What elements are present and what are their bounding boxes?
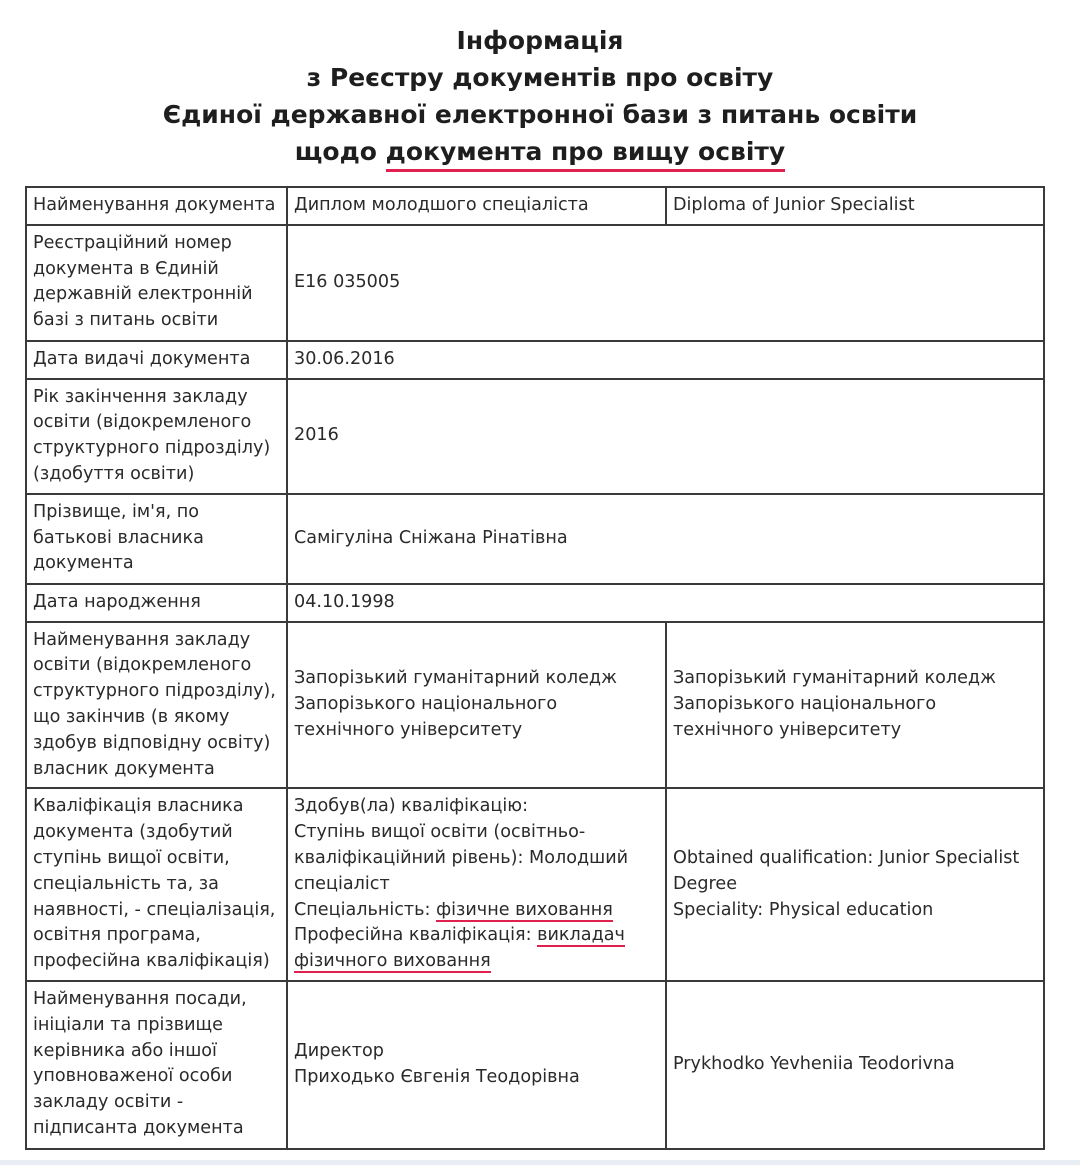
speciality-prefix: Спеціальність:	[294, 899, 437, 920]
qualification-label: Кваліфікація власника документа (здобутий ступінь вищої освіти, спеціальність та, за наявності, - спеціалізація, освітня програма, професійна кваліфікація)	[26, 788, 287, 981]
qualification-en-speciality: Speciality: Physical education	[673, 899, 934, 920]
table-row	[26, 494, 1044, 584]
issue-date-value: 30.06.2016	[287, 341, 1044, 379]
title-line-4	[0, 133, 1080, 172]
professional-value-part1: викладач	[537, 925, 625, 946]
title-line-4-underlined: документа про вищу освіту	[386, 137, 786, 172]
signatory-value-uk	[287, 981, 666, 1149]
table-row	[26, 379, 1044, 494]
table-row	[26, 341, 1044, 379]
professional-value-part2: фізичного виховання	[294, 951, 491, 972]
qualification-value-uk	[287, 788, 666, 981]
title-line-1: Інформація	[456, 26, 624, 55]
table-row	[26, 187, 1044, 225]
bottom-divider	[0, 1160, 1080, 1165]
table-row	[26, 788, 1044, 981]
table-row	[26, 225, 1044, 341]
doc-name-value-en: Diploma of Junior Specialist	[666, 187, 1044, 225]
professional-prefix: Професійна кваліфікація:	[294, 925, 538, 946]
doc-name-label: Найменування документа	[26, 187, 287, 225]
owner-name-label: Прізвище, ім'я, по батькові власника документа	[26, 494, 287, 584]
speciality-value: фізичне виховання	[436, 899, 613, 920]
institution-label: Найменування закладу освіти (відокремленого структурного підрозділу), що закінчив (в якому здобув відповідну освіту) власник документа	[26, 622, 287, 789]
table-row	[26, 981, 1044, 1149]
birth-date-value: 04.10.1998	[287, 584, 1044, 622]
institution-value-en: Запорізький гуманітарний коледж Запорізького національного технічного університету	[666, 622, 1044, 789]
qualification-obtained: Здобув(ла) кваліфікацію:	[294, 796, 529, 817]
reg-number-value: E16 035005	[287, 225, 1044, 341]
title-line-2: з Реєстру документів про освіту	[306, 63, 774, 92]
registry-table	[25, 186, 1045, 1150]
signatory-name-en: Prykhodko Yevheniia Teodorivna	[666, 981, 1044, 1149]
table-row	[26, 584, 1044, 622]
signatory-name-uk: Приходько Євгенія Теодорівна	[294, 1066, 580, 1087]
table-row	[26, 622, 1044, 789]
issue-date-label: Дата видачі документа	[26, 341, 287, 379]
qualification-en-obtained: Obtained qualification: Junior Specialist Degree	[673, 847, 1020, 894]
reg-number-label: Реєстраційний номер документа в Єдиній державній електронній базі з питань освіти	[26, 225, 287, 341]
grad-year-value: 2016	[287, 379, 1044, 494]
doc-name-value-uk: Диплом молодшого спеціаліста	[287, 187, 666, 225]
birth-date-label: Дата народження	[26, 584, 287, 622]
document-title	[0, 22, 1080, 172]
signatory-position: Директор	[294, 1041, 384, 1062]
qualification-professional-cont	[294, 949, 659, 975]
signatory-label: Найменування посади, ініціали та прізвище керівника або іншої уповноваженої особи закладу освіти - підписанта документа	[26, 981, 287, 1149]
grad-year-label: Рік закінчення закладу освіти (відокремленого структурного підрозділу) (здобуття освіти)	[26, 379, 287, 494]
owner-name-value: Самігуліна Сніжана Рінатівна	[287, 494, 1044, 584]
title-line-4-prefix: щодо	[294, 137, 386, 166]
qualification-value-en	[666, 788, 1044, 981]
qualification-degree: Ступінь вищої освіти (освітньо-кваліфікаційний рівень): Молодший спеціаліст	[294, 822, 629, 894]
qualification-professional	[294, 923, 659, 949]
institution-value-uk: Запорізький гуманітарний коледж Запорізького національного технічного університету	[287, 622, 666, 789]
title-line-3: Єдиної державної електронної бази з питань освіти	[162, 100, 918, 129]
qualification-speciality	[294, 898, 659, 924]
